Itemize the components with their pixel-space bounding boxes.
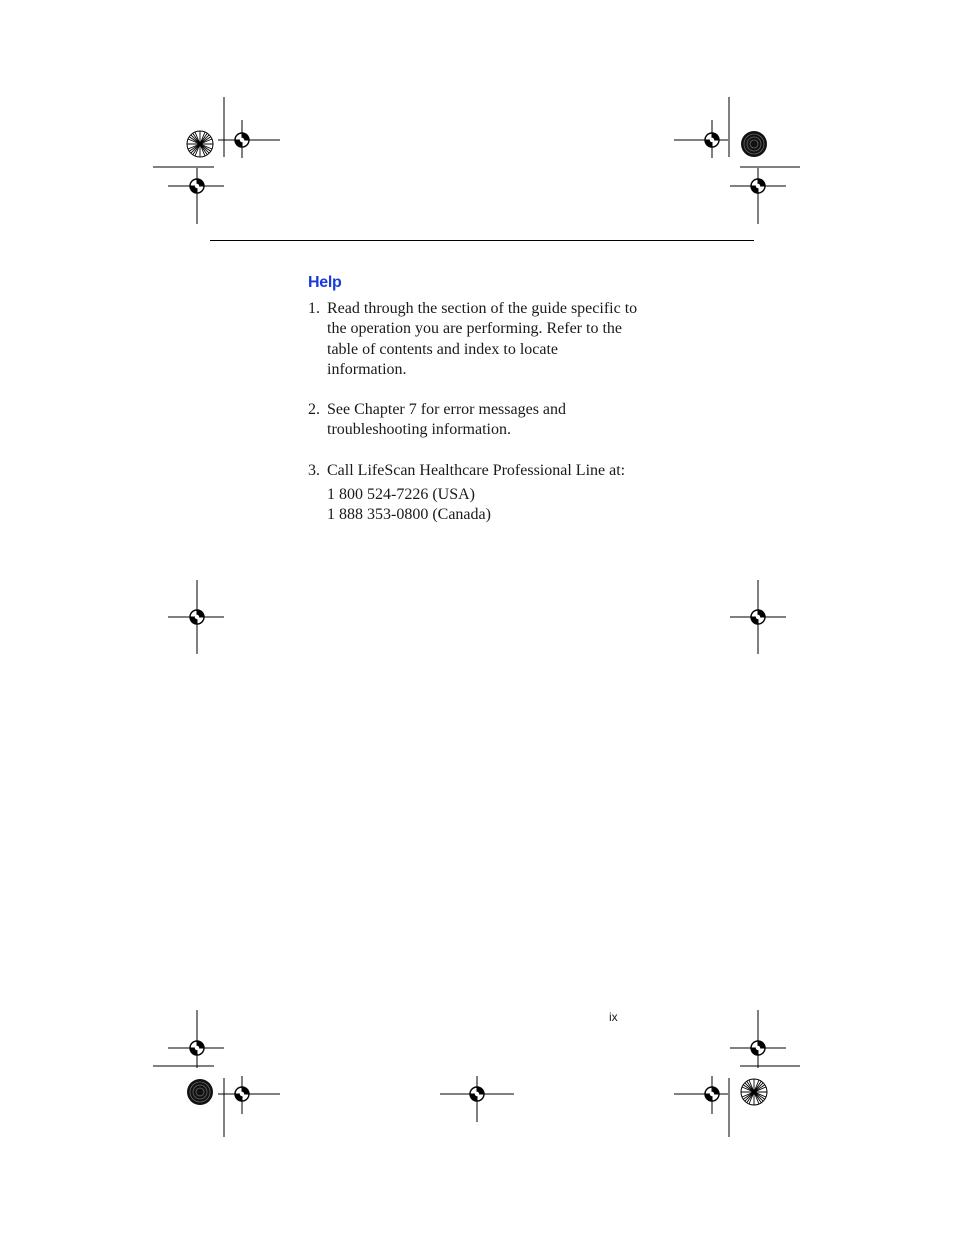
header-rule bbox=[210, 240, 754, 241]
phone-canada: 1 888 353-0800 (Canada) bbox=[327, 506, 491, 524]
page-number: ix bbox=[609, 1010, 618, 1024]
list-item-text: See Chapter 7 for error messages and troubleshooting information. bbox=[327, 401, 567, 439]
phone-usa: 1 800 524-7226 (USA) bbox=[327, 486, 475, 503]
list-item-number: 3. bbox=[308, 462, 320, 479]
list-item bbox=[308, 461, 638, 481]
list-item-number: 1. bbox=[308, 300, 320, 317]
list-item-text: Call LifeScan Healthcare Professional Line at: bbox=[327, 462, 626, 479]
list-item-number: 2. bbox=[308, 401, 320, 418]
list-item bbox=[308, 299, 638, 380]
list-item bbox=[308, 400, 638, 441]
phone-numbers bbox=[327, 485, 491, 526]
list-item-text: Read through the section of the guide specific to the operation you are performing. Refer to the table of contents and index to locate information. bbox=[327, 300, 638, 378]
section-heading: Help bbox=[308, 274, 342, 291]
